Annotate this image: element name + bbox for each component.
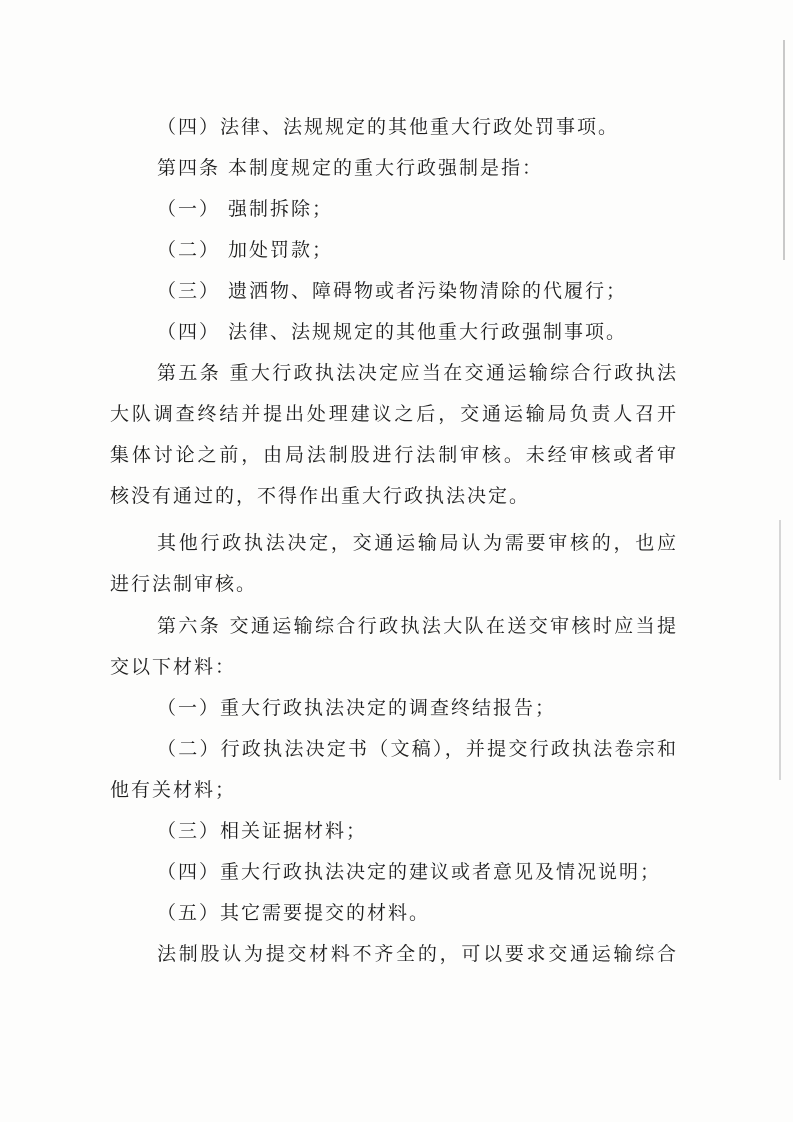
list-item: （三）相关证据材料； <box>157 820 368 842</box>
paragraph-line: 第五条 重大行政执法决定应当在交通运输综合行政执法 <box>157 362 678 384</box>
paragraph-line: 第六条 交通运输综合行政执法大队在送交审核时应当提 <box>157 615 678 637</box>
list-item: （四）重大行政执法决定的建议或者意见及情况说明； <box>157 861 662 883</box>
paragraph-line: 进行法制审核。 <box>110 573 258 595</box>
list-item: （二） 加处罚款； <box>157 239 334 261</box>
article-heading: 第四条 本制度规定的重大行政强制是指： <box>157 157 544 179</box>
list-item: （一） 强制拆除； <box>157 198 334 220</box>
list-item-continuation: 他有关材料； <box>110 779 237 801</box>
list-item: （一）重大行政执法决定的调查终结报告； <box>157 697 557 719</box>
paragraph-line: 集体讨论之前，由局法制股进行法制审核。未经审核或者审 <box>110 444 678 466</box>
text-line: （四）法律、法规规定的其他重大行政处罚事项。 <box>157 116 620 138</box>
paragraph-line: 大队调查终结并提出处理建议之后，交通运输局负责人召开 <box>110 403 678 425</box>
paragraph-line: 其他行政执法决定，交通运输局认为需要审核的，也应 <box>157 532 678 554</box>
scan-edge-mark <box>783 40 785 260</box>
paragraph-line: 核没有通过的，不得作出重大行政执法决定。 <box>110 485 531 507</box>
scan-edge-mark <box>779 520 781 780</box>
paragraph-line: 交以下材料： <box>110 656 237 678</box>
list-item: （二）行政执法决定书（文稿），并提交行政执法卷宗和 <box>157 738 678 760</box>
list-item: （五）其它需要提交的材料。 <box>157 902 431 924</box>
list-item: （四） 法律、法规规定的其他重大行政强制事项。 <box>157 321 628 343</box>
paragraph-line: 法制股认为提交材料不齐全的，可以要求交通运输综合 <box>157 943 678 965</box>
list-item: （三） 遗洒物、障碍物或者污染物清除的代履行； <box>157 280 628 302</box>
